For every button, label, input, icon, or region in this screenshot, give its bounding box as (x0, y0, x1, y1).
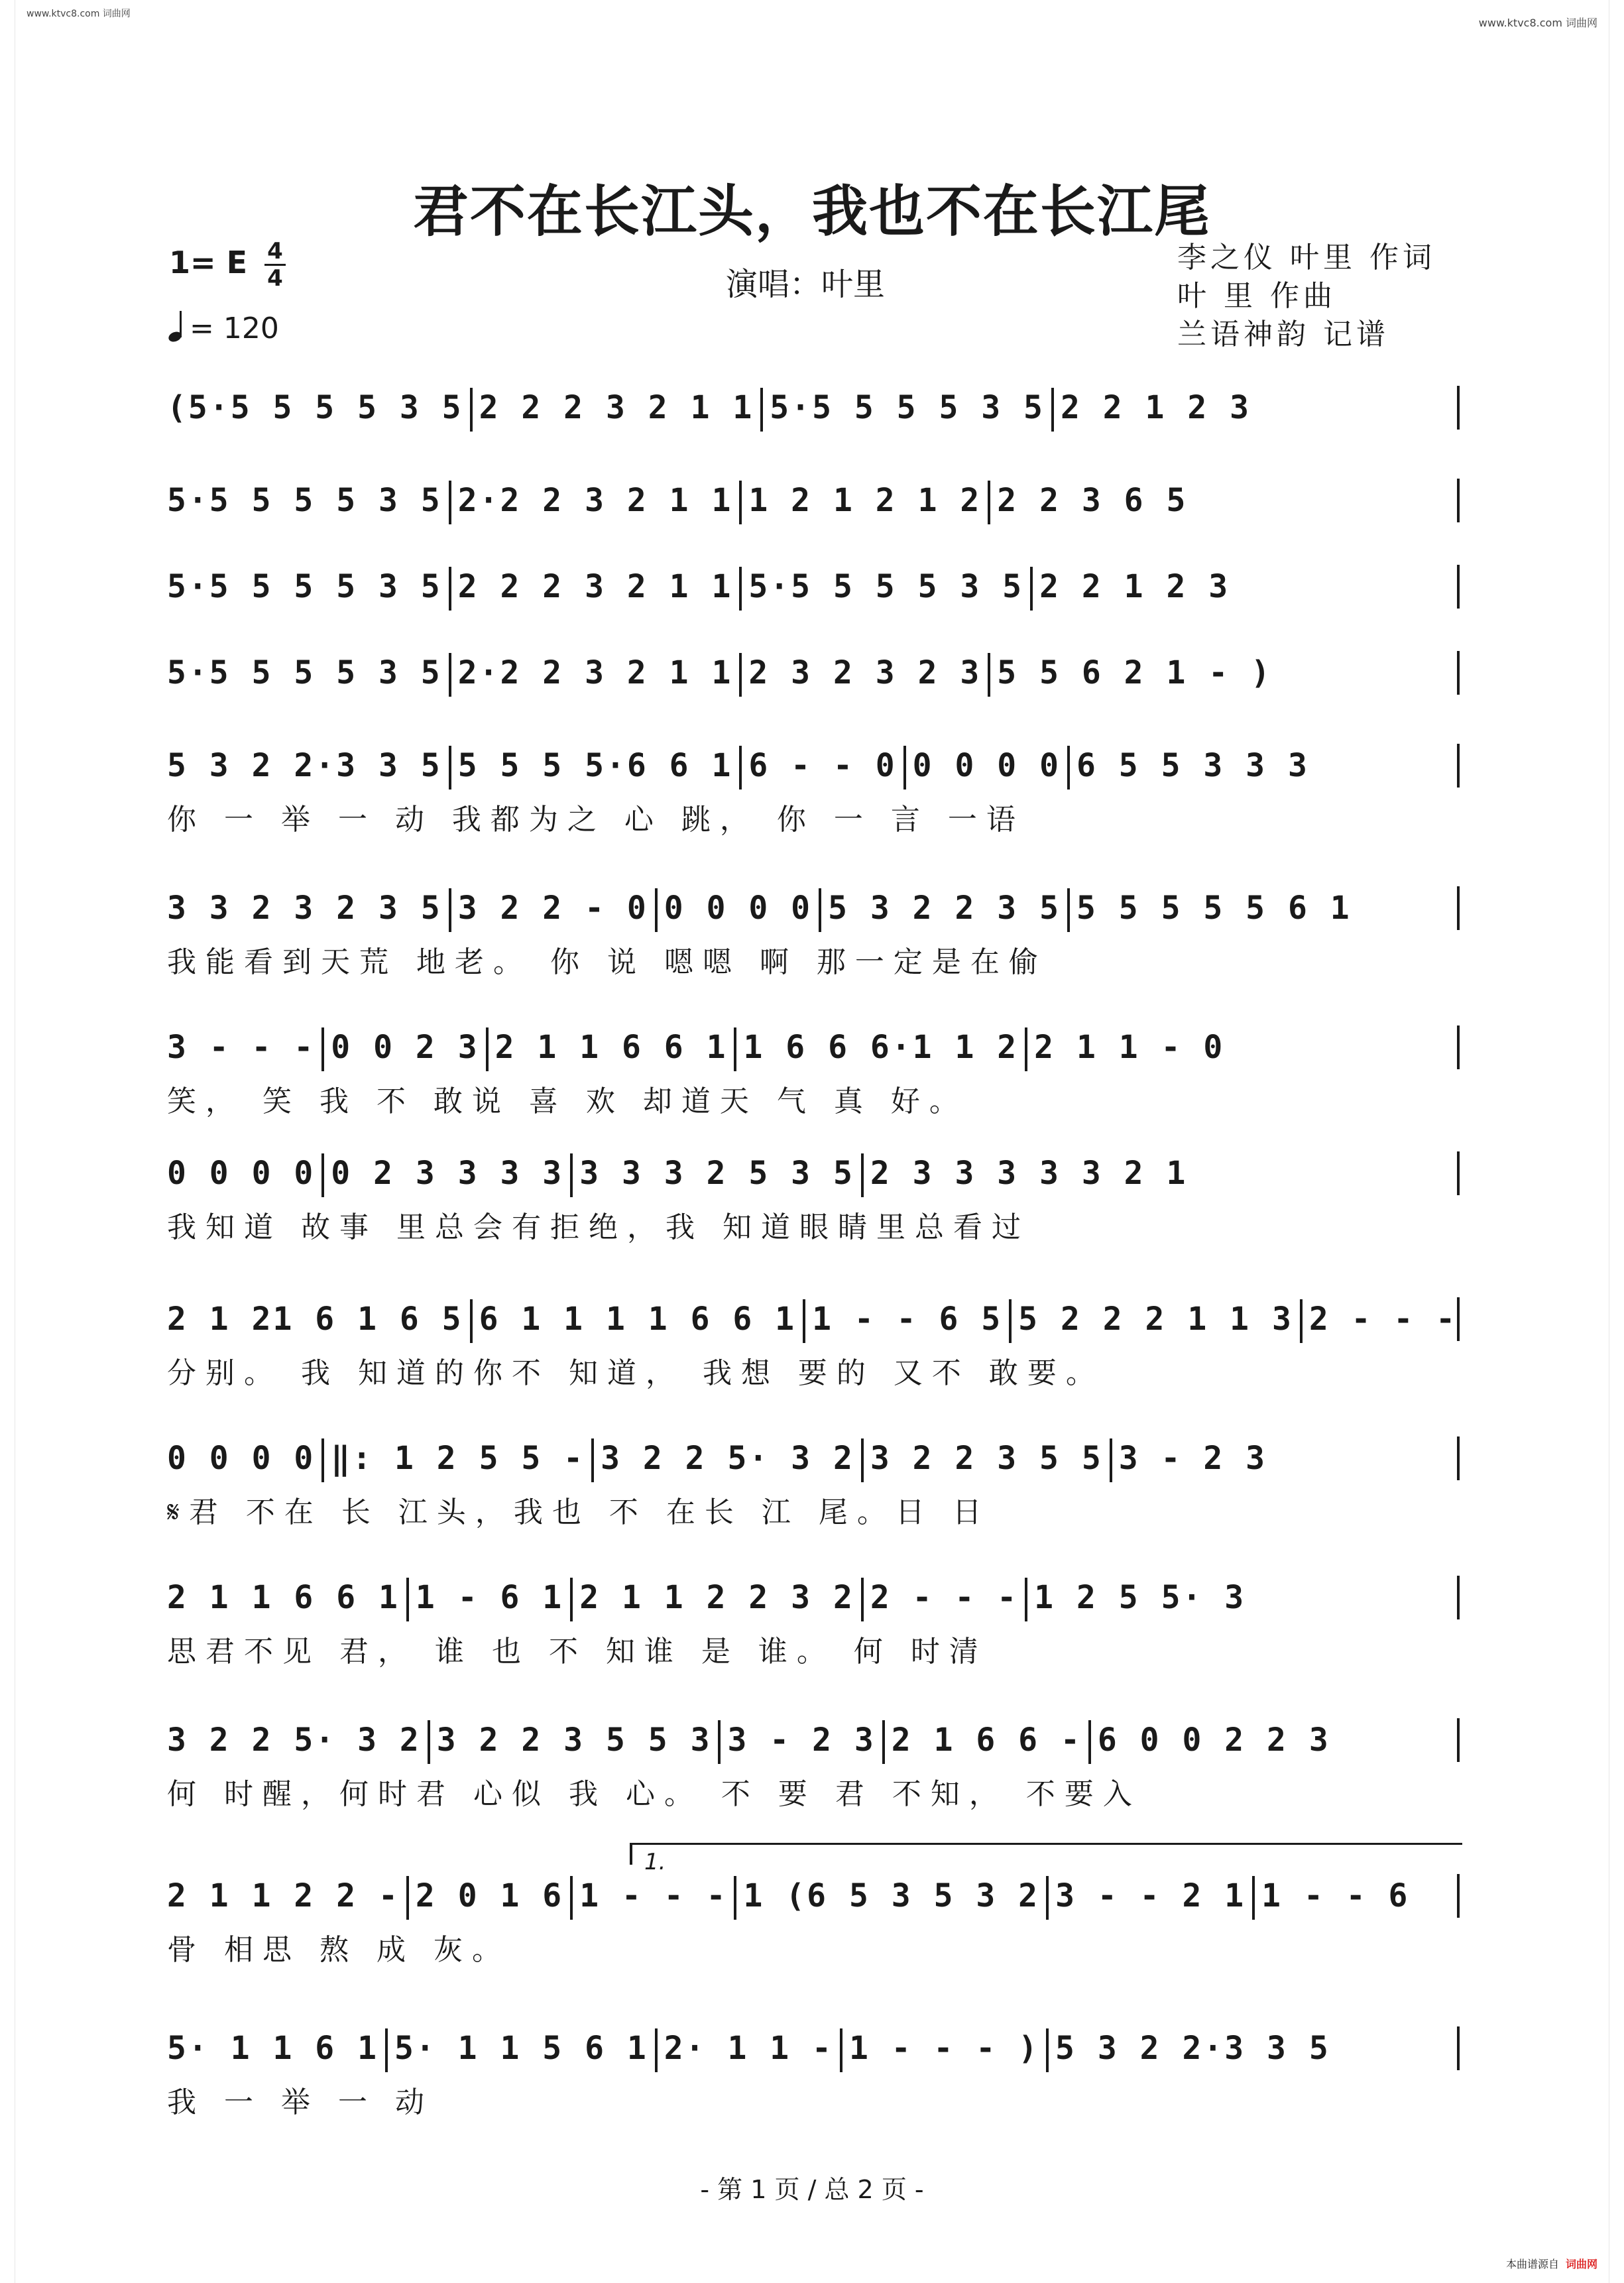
measure: 3 - - 2 1 (1055, 1877, 1246, 1914)
measure: 0 0 0 0 (912, 747, 1061, 784)
bar-line (1025, 1578, 1027, 1621)
notation-line (167, 742, 1460, 789)
end-bar-line (1457, 744, 1460, 788)
bar-line (406, 1578, 409, 1621)
measure: 1 - 6 1 (415, 1579, 564, 1616)
end-bar-line (1457, 479, 1460, 522)
measure: 6 0 0 2 2 3 (1097, 1722, 1330, 1759)
bar-line (486, 1027, 489, 1071)
measure: 1 2 1 2 1 2 (748, 482, 982, 519)
bar-line (734, 1876, 736, 1920)
bar-line (591, 1438, 594, 1482)
top-right-watermark: www.ktvc8.com 词曲网 (1478, 17, 1597, 29)
measure: 2 - - - (870, 1579, 1019, 1616)
quarter-note-icon (167, 312, 190, 345)
notation-line (167, 1296, 1460, 1342)
measure: 2 1 6 6 - (891, 1722, 1082, 1759)
measure: 2· 1 1 - (664, 2030, 833, 2067)
measure: 6 5 5 3 3 3 (1076, 747, 1309, 784)
source-brand: 词曲网 (1565, 2258, 1597, 2270)
key-signature (169, 240, 286, 290)
bar-line (570, 1876, 573, 1920)
measure: 3 - 2 3 (1118, 1440, 1267, 1477)
measure: 0 0 0 0 (664, 890, 813, 927)
measure: 2 2 2 3 2 1 1 (479, 389, 754, 426)
measure: 2 1 1 2 2 3 2 (579, 1579, 854, 1616)
bar-line (470, 388, 473, 432)
bar-line (570, 1153, 573, 1197)
singer: 演唱：叶里 (726, 266, 886, 303)
measure: 2 - - - (1308, 1301, 1458, 1338)
volta-label: 1. (644, 1849, 666, 1875)
measure: 2 2 1 2 3 (1060, 389, 1251, 426)
measure: 3 3 3 2 5 3 5 (579, 1155, 854, 1192)
notation-line (167, 1024, 1460, 1071)
measure: 5 5 5 5 5 6 1 (1076, 890, 1352, 927)
notation-line (167, 1435, 1460, 1482)
bar-line (861, 1438, 864, 1482)
measure: 2·2 2 3 2 1 1 (457, 482, 733, 519)
notation-line (167, 650, 1460, 696)
measure: 1 - - 6 5 (812, 1301, 1003, 1338)
measure: 3 2 2 5· 3 2 (601, 1440, 854, 1477)
lyrics-line: 我知道 故事 里总会有拒绝，我 知道眼睛里总看过 (167, 1210, 1030, 1244)
end-bar-line (1457, 1718, 1460, 1762)
bar-line (840, 2028, 842, 2072)
right-edge-strip (1609, 0, 1624, 2283)
measure: 2 1 1 2 2 - (167, 1877, 400, 1914)
composer: 叶 里 作曲 (1177, 279, 1336, 313)
notation-line (167, 1574, 1460, 1621)
measure: (5·5 5 5 5 3 5 (167, 389, 463, 426)
bar-line (1051, 388, 1054, 432)
end-bar-line (1457, 2026, 1460, 2070)
song-title: 君不在长江头，我也不在长江尾 (412, 178, 1211, 244)
page-footer: - 第 1 页 / 总 2 页 - (700, 2175, 924, 2204)
measure: 3 3 2 3 2 3 5 (167, 890, 442, 927)
lyrics-line: 你 一 举 一 动 我都为之 心 跳， 你 一 言 一语 (167, 803, 1025, 837)
measure: 1 6 6 6·1 1 2 (743, 1029, 1019, 1066)
measure: 5·5 5 5 5 3 5 (748, 568, 1024, 605)
bar-line (760, 388, 763, 432)
measure: 1 (6 5 3 5 3 2 (743, 1877, 1040, 1914)
notation-line (167, 1150, 1460, 1197)
lyrics-line: 𝄋君 不在 长 江头，我也 不 在长 江 尾。日 日 (167, 1495, 991, 1529)
bar-line (449, 746, 451, 790)
bar-line (882, 1720, 885, 1764)
time-bottom: 4 (267, 265, 283, 292)
measure: 3 2 2 3 5 5 3 (436, 1722, 712, 1759)
time-top: 4 (267, 238, 283, 264)
bar-line (739, 567, 742, 611)
bar-line (1300, 1299, 1303, 1343)
bar-line (655, 2028, 658, 2072)
bar-line (903, 746, 906, 790)
bar-line (718, 1720, 721, 1764)
bar-line (1009, 1299, 1012, 1343)
lyrics-line: 我能看到天荒 地老。 你 说 嗯嗯 啊 那一定是在偷 (167, 945, 1047, 979)
measure: 3 2 2 - 0 (457, 890, 648, 927)
measure: 1 2 5 5· 3 (1034, 1579, 1246, 1616)
bar-line (988, 481, 990, 524)
measure: 3 - 2 3 (727, 1722, 876, 1759)
measure: 5·5 5 5 5 3 5 (770, 389, 1045, 426)
measure: 2 1 1 6 6 1 (167, 1579, 400, 1616)
bar-line (739, 653, 742, 697)
measure: 3 2 2 5· 3 2 (167, 1722, 421, 1759)
measure: 2 3 2 3 2 3 (748, 654, 982, 691)
bar-line (449, 888, 451, 932)
lyrics-line: 分别。 我 知道的你不 知道， 我想 要的 又不 敢要。 (167, 1356, 1104, 1390)
notation-line (167, 1873, 1460, 1919)
end-bar-line (1457, 386, 1460, 430)
lyrics-line: 何 时醒，何时君 心似 我 心。 不 要 君 不知， 不要入 (167, 1777, 1141, 1811)
bar-line (428, 1720, 430, 1764)
notation-line (167, 1717, 1460, 1763)
bar-line (1067, 888, 1070, 932)
measure: 0 2 3 3 3 3 (331, 1155, 564, 1192)
bar-line (739, 481, 742, 524)
bar-line (470, 1299, 473, 1343)
bar-line (739, 746, 742, 790)
transcriber: 兰语神韵 记谱 (1177, 318, 1389, 351)
measure: 2 3 3 3 3 3 2 1 (870, 1155, 1188, 1192)
bar-line (1046, 2028, 1049, 2072)
notation-line (167, 885, 1460, 931)
bar-line (449, 567, 451, 611)
notation-line (167, 563, 1460, 610)
end-bar-line (1457, 651, 1460, 695)
measure: 1 - - - (579, 1877, 728, 1914)
bar-line (1252, 1876, 1255, 1920)
key-label: 1= E (169, 245, 247, 280)
measure: 5·5 5 5 5 3 5 (167, 568, 442, 605)
bar-line (1110, 1438, 1112, 1482)
end-bar-line (1457, 1576, 1460, 1619)
measure: 2 2 1 2 3 (1039, 568, 1230, 605)
top-left-watermark: www.ktvc8.com 词曲网 (27, 9, 131, 19)
measure: 2 1 1 6 6 1 (494, 1029, 728, 1066)
measure: 6 1 1 1 1 6 6 1 (479, 1301, 797, 1338)
measure: 2 0 1 6 (415, 1877, 564, 1914)
end-bar-line (1457, 886, 1460, 930)
end-bar-line (1457, 1025, 1460, 1069)
measure: 0 0 0 0 (167, 1440, 316, 1477)
bar-line (1046, 1876, 1049, 1920)
credits (1177, 239, 1436, 354)
measure: 6 - - 0 (748, 747, 897, 784)
bar-line (988, 653, 990, 697)
measure: 5 3 2 2 3 5 (828, 890, 1061, 927)
bar-line (570, 1578, 573, 1621)
measure: ‖: 1 2 5 5 - (331, 1440, 585, 1477)
measure: 0 0 2 3 (331, 1029, 479, 1066)
time-signature (264, 240, 286, 290)
end-bar-line (1457, 1151, 1460, 1195)
bar-line (321, 1027, 324, 1071)
bar-line (321, 1438, 324, 1482)
notation-line (167, 384, 1460, 431)
lyrics-line: 笑， 笑 我 不 敢说 喜 欢 却道天 气 真 好。 (167, 1084, 968, 1118)
end-bar-line (1457, 1297, 1460, 1341)
bar-line (321, 1153, 324, 1197)
notation-line (167, 2025, 1460, 2072)
bar-line (819, 888, 821, 932)
end-bar-line (1457, 565, 1460, 609)
bar-line (861, 1153, 864, 1197)
end-bar-line (1457, 1436, 1460, 1480)
bar-line (406, 1876, 409, 1920)
measure: 5 5 5 5·6 6 1 (457, 747, 733, 784)
measure: 5· 1 1 5 6 1 (394, 2030, 648, 2067)
bottom-right-source (1506, 2256, 1597, 2271)
bar-line (385, 2028, 388, 2072)
measure: 2·2 2 3 2 1 1 (457, 654, 733, 691)
lyricist: 李之仪 叶里 作词 (1177, 241, 1436, 274)
measure: 2 2 3 6 5 (997, 482, 1188, 519)
bar-line (1025, 1027, 1027, 1071)
bar-line (803, 1299, 805, 1343)
bar-line (1067, 746, 1070, 790)
notation-line (167, 477, 1460, 524)
measure: 5 3 2 2·3 3 5 (167, 747, 442, 784)
bar-line (449, 653, 451, 697)
bar-line (861, 1578, 864, 1621)
lyrics-line: 骨 相思 熬 成 灰。 (167, 1933, 510, 1967)
measure: 1 - - - ) (848, 2030, 1040, 2067)
bar-line (449, 481, 451, 524)
bar-line (734, 1027, 736, 1071)
bar-line (655, 888, 658, 932)
tempo-marking (167, 312, 279, 345)
measure: 2 1 1 - 0 (1034, 1029, 1225, 1066)
bar-line (1030, 567, 1033, 611)
measure: 0 0 0 0 (167, 1155, 316, 1192)
lyrics-line: 我 一 举 一 动 (167, 2085, 434, 2119)
measure: 5 5 6 2 1 - ) (997, 654, 1272, 691)
measure: 5 3 2 2·3 3 5 (1055, 2030, 1330, 2067)
measure: 1 - - 6 (1261, 1877, 1410, 1914)
source-label: 本曲谱源自 (1505, 2258, 1559, 2270)
volta-bracket (630, 1843, 1462, 1875)
end-bar-line (1457, 1874, 1460, 1918)
left-edge-strip (0, 0, 15, 2283)
measure: 5· 1 1 6 1 (167, 2030, 378, 2067)
measure: 5 2 2 2 1 1 3 (1018, 1301, 1293, 1338)
tempo-value: = 120 (190, 312, 279, 345)
measure: 2 2 2 3 2 1 1 (457, 568, 733, 605)
measure: 3 2 2 3 5 5 (870, 1440, 1103, 1477)
bar-line (1088, 1720, 1091, 1764)
lyrics-line: 思君不见 君， 谁 也 不 知谁 是 谁。 何 时清 (167, 1635, 988, 1668)
measure: 3 - - - (167, 1029, 316, 1066)
measure: 5·5 5 5 5 3 5 (167, 482, 442, 519)
measure: 5·5 5 5 5 3 5 (167, 654, 442, 691)
measure: 2 1 21 6 1 6 5 (167, 1301, 463, 1338)
